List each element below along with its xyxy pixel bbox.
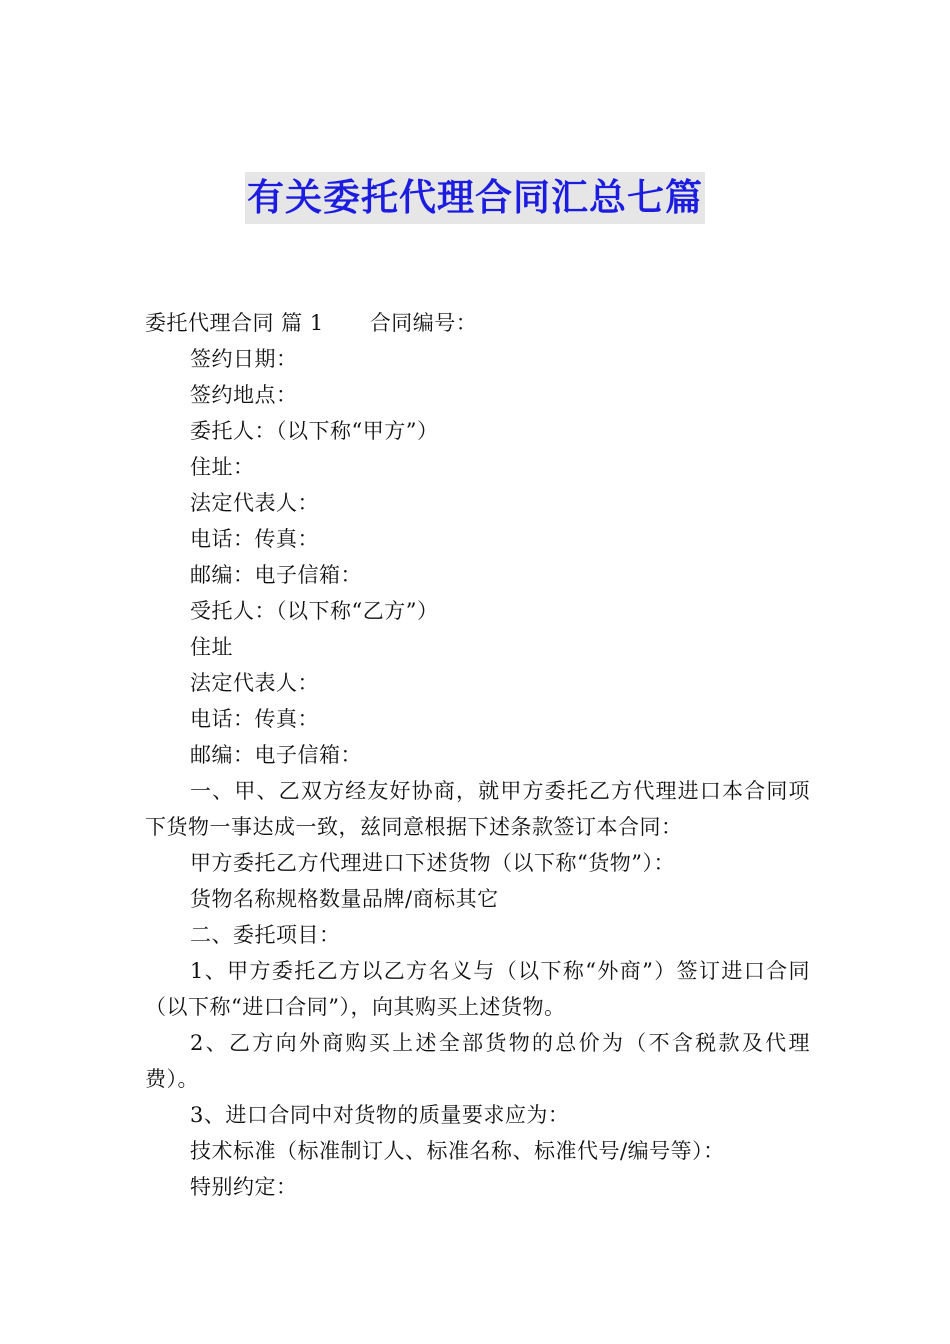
client-line: 委托人：（以下称“甲方”） [190, 419, 439, 443]
paragraph-6: 2、乙方向外商购买上述全部货物的总价为（不含税款及代理费）。 [145, 1031, 810, 1091]
client-rep-line: 法定代表人： [190, 491, 319, 515]
paragraph-3: 货物名称规格数量品牌/商标其它 [190, 887, 499, 911]
sign-date-line: 签约日期： [190, 347, 298, 371]
agent-post-line: 邮编：电子信箱： [190, 743, 362, 767]
client-address-line: 住址： [190, 455, 255, 479]
title-container [0, 172, 950, 224]
agent-rep-line: 法定代表人： [190, 671, 319, 695]
document-body [145, 305, 810, 1205]
section-heading: 委托代理合同 篇 1 [145, 311, 324, 335]
paragraph-4: 二、委托项目： [190, 923, 341, 947]
paragraph-1: 一、甲、乙双方经友好协商，就甲方委托乙方代理进口本合同项下货物一事达成一致，兹同意根据下述条款签订本合同： [145, 779, 810, 839]
paragraph-5: 1、甲方委托乙方以乙方名义与（以下称“外商”）签订进口合同（以下称“进口合同”），向其购买上述货物。 [145, 959, 810, 1019]
agent-phone-line: 电话：传真： [190, 707, 319, 731]
section-heading-line [145, 305, 810, 341]
paragraph-2: 甲方委托乙方代理进口下述货物（以下称“货物”）： [190, 851, 675, 875]
agent-address-line: 住址 [190, 635, 233, 659]
agent-line: 受托人：（以下称“乙方”） [190, 599, 439, 623]
contract-number-label: 合同编号： [369, 311, 478, 335]
paragraph-7: 3、进口合同中对货物的质量要求应为： [190, 1103, 570, 1127]
sign-place-line: 签约地点： [190, 383, 298, 407]
document-title: 有关委托代理合同汇总七篇 [245, 172, 705, 224]
paragraph-9: 特别约定： [190, 1175, 298, 1199]
client-post-line: 邮编：电子信箱： [190, 563, 362, 587]
paragraph-8: 技术标准（标准制订人、标准名称、标准代号/编号等）： [190, 1139, 725, 1163]
client-phone-line: 电话：传真： [190, 527, 319, 551]
